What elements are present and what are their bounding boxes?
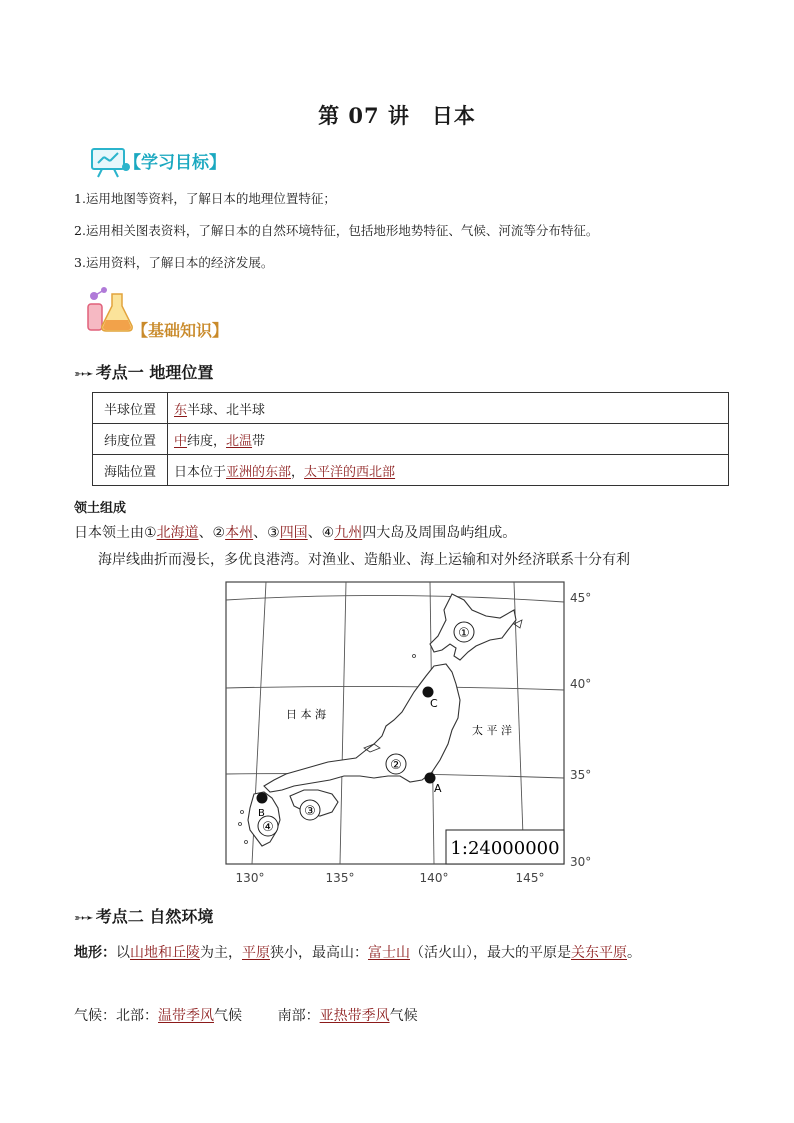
- row-label: 半球位置: [93, 393, 168, 424]
- answer-text: 富士山: [368, 945, 410, 961]
- static-text: ，: [291, 464, 305, 480]
- answer-text: 九州: [334, 525, 363, 541]
- answer-text: 北海道: [156, 525, 199, 541]
- double-arrow-icon: ➳➛: [74, 911, 92, 926]
- point-c-marker: [423, 687, 434, 698]
- point-c-label: C: [430, 697, 438, 710]
- point-b-label: B: [258, 808, 265, 819]
- svg-text:④: ④: [262, 820, 274, 835]
- lat-label-40: 40°: [570, 677, 592, 691]
- static-text: 、③: [253, 525, 280, 541]
- answer-text: 太平洋的西北部: [304, 464, 396, 480]
- location-table: [92, 392, 729, 486]
- static-text: 半球、北半球: [187, 402, 266, 418]
- objective-item-1: 1.运用地图等资料，了解日本的地理位置特征；: [74, 191, 336, 206]
- answer-text: 北温: [226, 433, 253, 449]
- static-text: 气候 南部：: [214, 1008, 320, 1024]
- answer-text: 中: [174, 433, 188, 449]
- answer-text: 亚洲的东部: [226, 464, 292, 480]
- static-text: 以: [116, 945, 130, 961]
- static-text: 气候: [389, 1008, 418, 1024]
- lesson-topic: 日本: [431, 103, 476, 128]
- lon-label-140: 140°: [419, 871, 449, 885]
- lon-label-135: 135°: [325, 871, 355, 885]
- point-b-marker: [257, 793, 268, 804]
- territory-heading: 领土组成: [74, 501, 127, 516]
- pacific-label: 太 平 洋: [472, 724, 512, 737]
- table-row: [93, 393, 729, 424]
- territory-line: [74, 522, 516, 542]
- lat-label-30: 30°: [570, 855, 592, 869]
- lon-label-145: 145°: [515, 871, 545, 885]
- objectives-badge-label: 【学习目标】: [124, 153, 226, 173]
- svg-text:③: ③: [304, 804, 316, 819]
- static-text: 为主，: [200, 945, 242, 961]
- kp1-heading: [74, 360, 213, 383]
- flask-icon: [84, 284, 136, 334]
- sea-of-japan-label: 日 本 海: [286, 708, 326, 721]
- row-value: [168, 393, 729, 424]
- svg-text:②: ②: [390, 758, 402, 773]
- lesson-number: 第 07 讲: [318, 103, 410, 128]
- climate-line: [74, 1005, 418, 1025]
- static-text: 四大岛及周围岛屿组成。: [362, 525, 517, 541]
- island-number-3: [300, 800, 320, 820]
- static-text: 地形：: [74, 945, 116, 961]
- terrain-line: [74, 942, 641, 962]
- svg-text:①: ①: [458, 626, 470, 641]
- static-text: 气候：北部：: [74, 1008, 158, 1024]
- coastline-text: 海岸线曲折而漫长，多优良港湾。对渔业、造船业、海上运输和对外经济联系十分有利: [98, 552, 630, 568]
- answer-text: 山地和丘陵: [130, 945, 200, 961]
- objective-item-2: 2.运用相关图表资料，了解日本的自然环境特征，包括地形地势特征、气候、河流等分布特征。: [74, 223, 599, 238]
- answer-text: 东: [174, 402, 188, 418]
- static-text: 、②: [198, 525, 226, 541]
- basics-badge-label: 【基础知识】: [132, 321, 229, 340]
- table-row: [93, 455, 729, 486]
- island-number-1: [454, 622, 474, 642]
- row-label: 海陆位置: [93, 455, 168, 486]
- answer-text: 平原: [242, 945, 270, 961]
- answer-text: 温带季风: [158, 1008, 214, 1024]
- kp2-heading: [74, 904, 213, 927]
- kp1-title: 考点一 地理位置: [95, 363, 214, 382]
- static-text: 日本领土由①: [74, 525, 157, 541]
- lon-label-130: 130°: [235, 871, 265, 885]
- static-text: 带: [252, 433, 266, 449]
- row-label: 纬度位置: [93, 424, 168, 455]
- answer-text: 亚热带季风: [319, 1008, 390, 1024]
- static-text: （活火山），最大的平原是: [410, 945, 571, 961]
- static-text: 、④: [307, 525, 335, 541]
- island-number-4: [258, 816, 278, 836]
- island-number-2: [386, 754, 406, 774]
- objective-item-3: 3.运用资料，了解日本的经济发展。: [74, 255, 274, 270]
- scale-text: 1:24000000: [450, 838, 560, 859]
- lat-label-45: 45°: [570, 591, 592, 605]
- answer-text: 关东平原: [571, 945, 627, 961]
- row-value: [168, 455, 729, 486]
- point-a-label: A: [434, 782, 442, 795]
- lat-label-35: 35°: [570, 768, 592, 782]
- page-title: [0, 100, 794, 130]
- table-row: [93, 424, 729, 455]
- static-text: 狭小，最高山：: [270, 945, 368, 961]
- answer-text: 本州: [225, 525, 254, 541]
- kp2-title: 考点二 自然环境: [95, 907, 214, 926]
- double-arrow-icon: ➳➛: [74, 367, 92, 382]
- static-text: 。: [627, 945, 641, 961]
- static-text: 日本位于: [174, 464, 227, 480]
- answer-text: 四国: [279, 525, 308, 541]
- japan-map: [224, 580, 604, 888]
- row-value: [168, 424, 729, 455]
- static-text: 纬度，: [187, 433, 227, 449]
